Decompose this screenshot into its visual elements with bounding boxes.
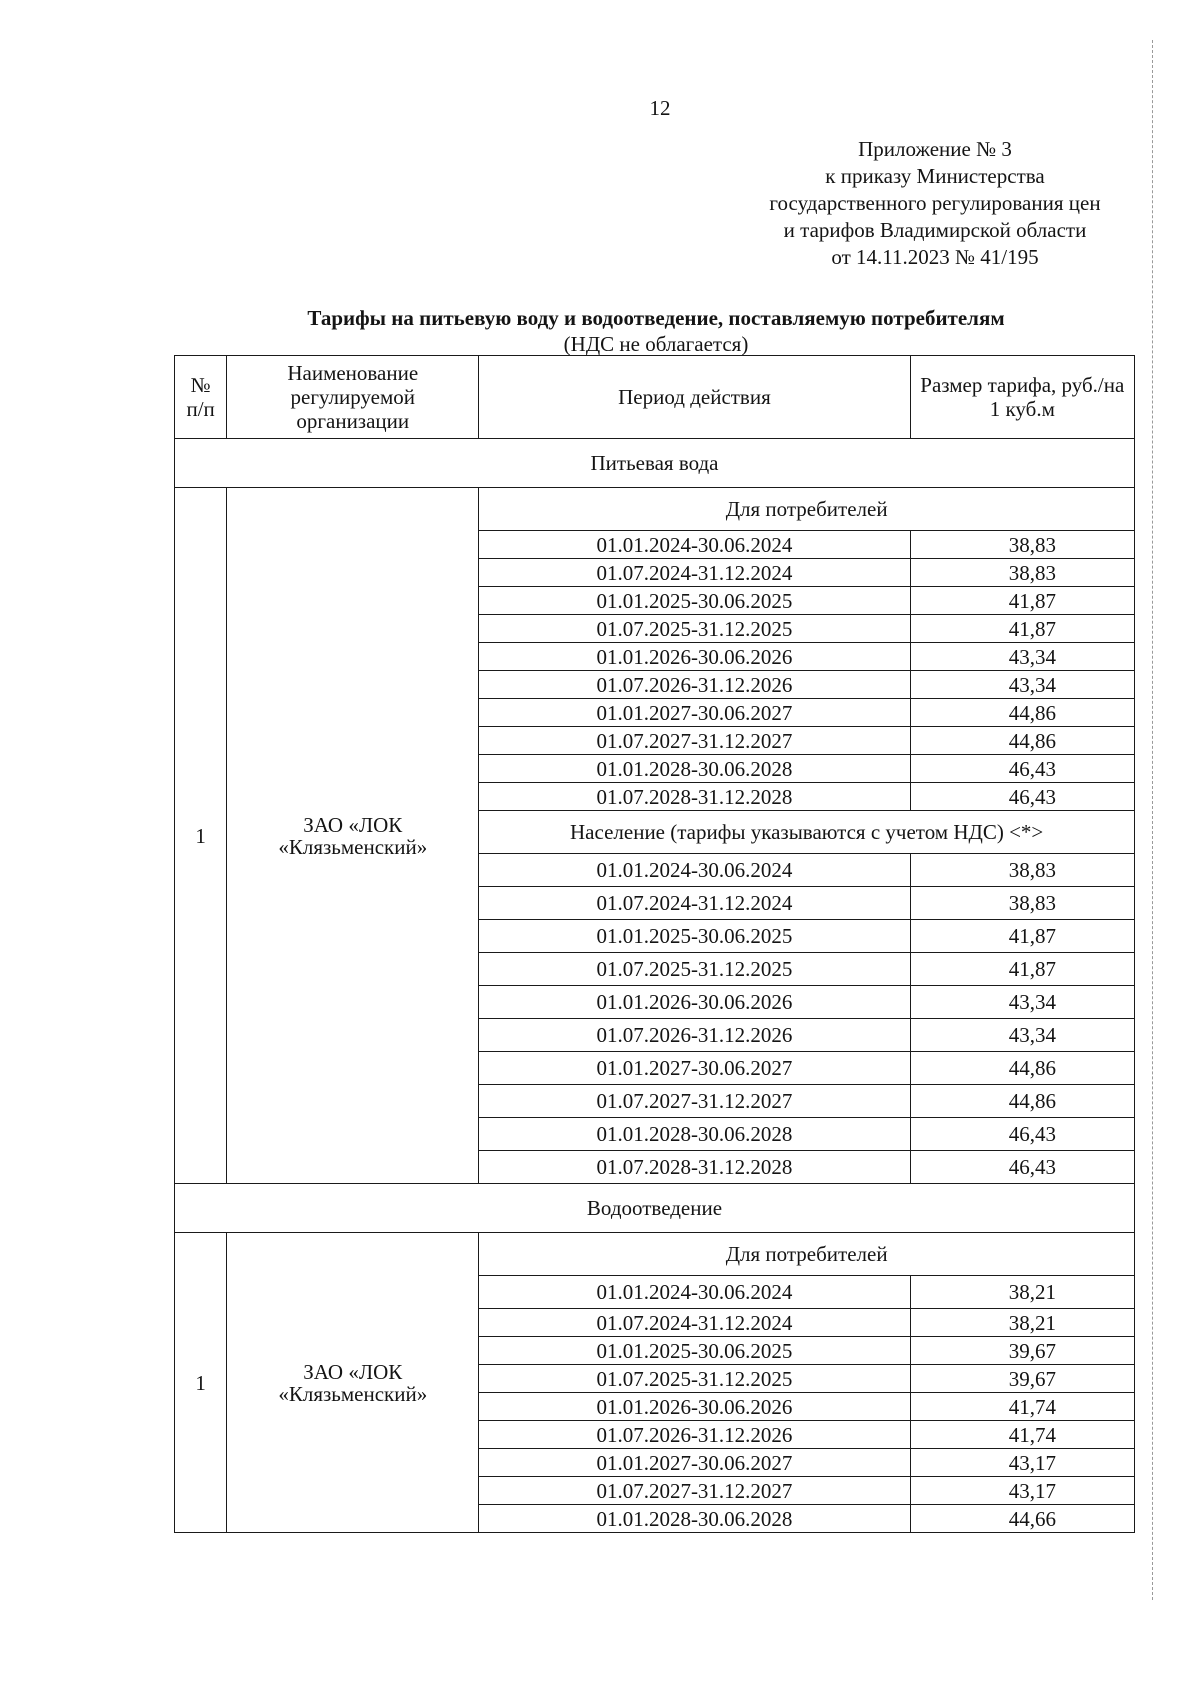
period-cell: 01.07.2025-31.12.2025 (479, 615, 910, 643)
tariff-value-cell: 39,67 (910, 1365, 1134, 1393)
period-cell: 01.07.2024-31.12.2024 (479, 1309, 910, 1337)
document-title: Тарифы на питьевую воду и водоотведение, поставляемую потребителям (307, 306, 1005, 330)
organization-name: ЗАО «ЛОК «Клязьменский» (227, 488, 479, 1184)
appendix-line: государственного регулирования цен (769, 191, 1101, 215)
period-cell: 01.01.2027-30.06.2027 (479, 1449, 910, 1477)
period-cell: 01.01.2028-30.06.2028 (479, 1505, 910, 1533)
appendix-line: к приказу Министерства (825, 164, 1045, 188)
tariff-value-cell: 46,43 (910, 1151, 1134, 1184)
period-cell: 01.01.2025-30.06.2025 (479, 587, 910, 615)
tariff-value-cell: 38,21 (910, 1276, 1134, 1309)
section-row (175, 1184, 1135, 1233)
tariff-value-cell: 44,86 (910, 1085, 1134, 1118)
period-cell: 01.07.2028-31.12.2028 (479, 783, 910, 811)
period-cell: 01.07.2026-31.12.2026 (479, 1421, 910, 1449)
tariff-value-cell: 43,34 (910, 986, 1134, 1019)
tariff-value-cell: 41,74 (910, 1421, 1134, 1449)
row-number: 1 (175, 488, 227, 1184)
period-cell: 01.01.2025-30.06.2025 (479, 920, 910, 953)
tariff-value-cell: 46,43 (910, 1118, 1134, 1151)
period-cell: 01.01.2026-30.06.2026 (479, 1393, 910, 1421)
period-cell: 01.01.2028-30.06.2028 (479, 755, 910, 783)
period-cell: 01.07.2025-31.12.2025 (479, 953, 910, 986)
period-cell: 01.07.2027-31.12.2027 (479, 1477, 910, 1505)
period-cell: 01.01.2028-30.06.2028 (479, 1118, 910, 1151)
period-cell: 01.07.2027-31.12.2027 (479, 727, 910, 755)
tariff-value-cell: 41,87 (910, 587, 1134, 615)
tariff-value-cell: 44,86 (910, 1052, 1134, 1085)
tariff-value-cell: 41,74 (910, 1393, 1134, 1421)
period-cell: 01.01.2026-30.06.2026 (479, 643, 910, 671)
tariff-value-cell: 41,87 (910, 920, 1134, 953)
period-cell: 01.07.2025-31.12.2025 (479, 1365, 910, 1393)
table-body (175, 439, 1135, 1533)
tariff-value-cell: 44,86 (910, 699, 1134, 727)
group-row (175, 1233, 1135, 1276)
section-row (175, 439, 1135, 488)
header-period: Период действия (479, 356, 910, 439)
table-header-row (175, 356, 1135, 439)
appendix-line: от 14.11.2023 № 41/195 (831, 245, 1039, 269)
scan-edge-line (1152, 40, 1153, 1600)
organization-name: ЗАО «ЛОК «Клязьменский» (227, 1233, 479, 1533)
period-cell: 01.01.2024-30.06.2024 (479, 854, 910, 887)
period-cell: 01.07.2024-31.12.2024 (479, 887, 910, 920)
period-cell: 01.07.2024-31.12.2024 (479, 559, 910, 587)
tariff-value-cell: 38,83 (910, 559, 1134, 587)
period-cell: 01.01.2027-30.06.2027 (479, 1052, 910, 1085)
tariff-table (174, 355, 1135, 1533)
appendix-line: Приложение № 3 (858, 137, 1012, 161)
tariff-value-cell: 41,87 (910, 615, 1134, 643)
tariff-value-cell: 43,34 (910, 1019, 1134, 1052)
group-label: Для потребителей (479, 1233, 1135, 1276)
tariff-value-cell: 46,43 (910, 783, 1134, 811)
period-cell: 01.07.2028-31.12.2028 (479, 1151, 910, 1184)
period-cell: 01.01.2025-30.06.2025 (479, 1337, 910, 1365)
section-title: Водоотведение (175, 1184, 1135, 1233)
group-label: Для потребителей (479, 488, 1135, 531)
document-subtitle: (НДС не облагается) (563, 332, 749, 356)
header-rate: Размер тарифа, руб./на 1 куб.м (910, 356, 1134, 439)
tariff-value-cell: 38,83 (910, 854, 1134, 887)
tariff-value-cell: 38,21 (910, 1309, 1134, 1337)
period-cell: 01.01.2027-30.06.2027 (479, 699, 910, 727)
tariff-value-cell: 43,34 (910, 671, 1134, 699)
tariff-value-cell: 43,17 (910, 1449, 1134, 1477)
section-title: Питьевая вода (175, 439, 1135, 488)
tariff-value-cell: 39,67 (910, 1337, 1134, 1365)
group-label: Население (тарифы указываются с учетом НДС) <*> (479, 811, 1135, 854)
period-cell: 01.01.2024-30.06.2024 (479, 531, 910, 559)
appendix-header (735, 136, 1135, 271)
row-number: 1 (175, 1233, 227, 1533)
appendix-line: и тарифов Владимирской области (783, 218, 1087, 242)
tariff-value-cell: 44,66 (910, 1505, 1134, 1533)
header-organization: Наименование регулируемой организации (227, 356, 479, 439)
tariff-value-cell: 38,83 (910, 531, 1134, 559)
period-cell: 01.01.2026-30.06.2026 (479, 986, 910, 1019)
tariff-value-cell: 46,43 (910, 755, 1134, 783)
period-cell: 01.07.2026-31.12.2026 (479, 1019, 910, 1052)
tariff-value-cell: 43,34 (910, 643, 1134, 671)
period-cell: 01.07.2027-31.12.2027 (479, 1085, 910, 1118)
page-number: 12 (649, 96, 671, 120)
period-cell: 01.07.2026-31.12.2026 (479, 671, 910, 699)
tariff-value-cell: 44,86 (910, 727, 1134, 755)
tariff-value-cell: 43,17 (910, 1477, 1134, 1505)
period-cell: 01.01.2024-30.06.2024 (479, 1276, 910, 1309)
tariff-value-cell: 38,83 (910, 887, 1134, 920)
tariff-value-cell: 41,87 (910, 953, 1134, 986)
group-row (175, 488, 1135, 531)
header-num: № п/п (175, 356, 227, 439)
